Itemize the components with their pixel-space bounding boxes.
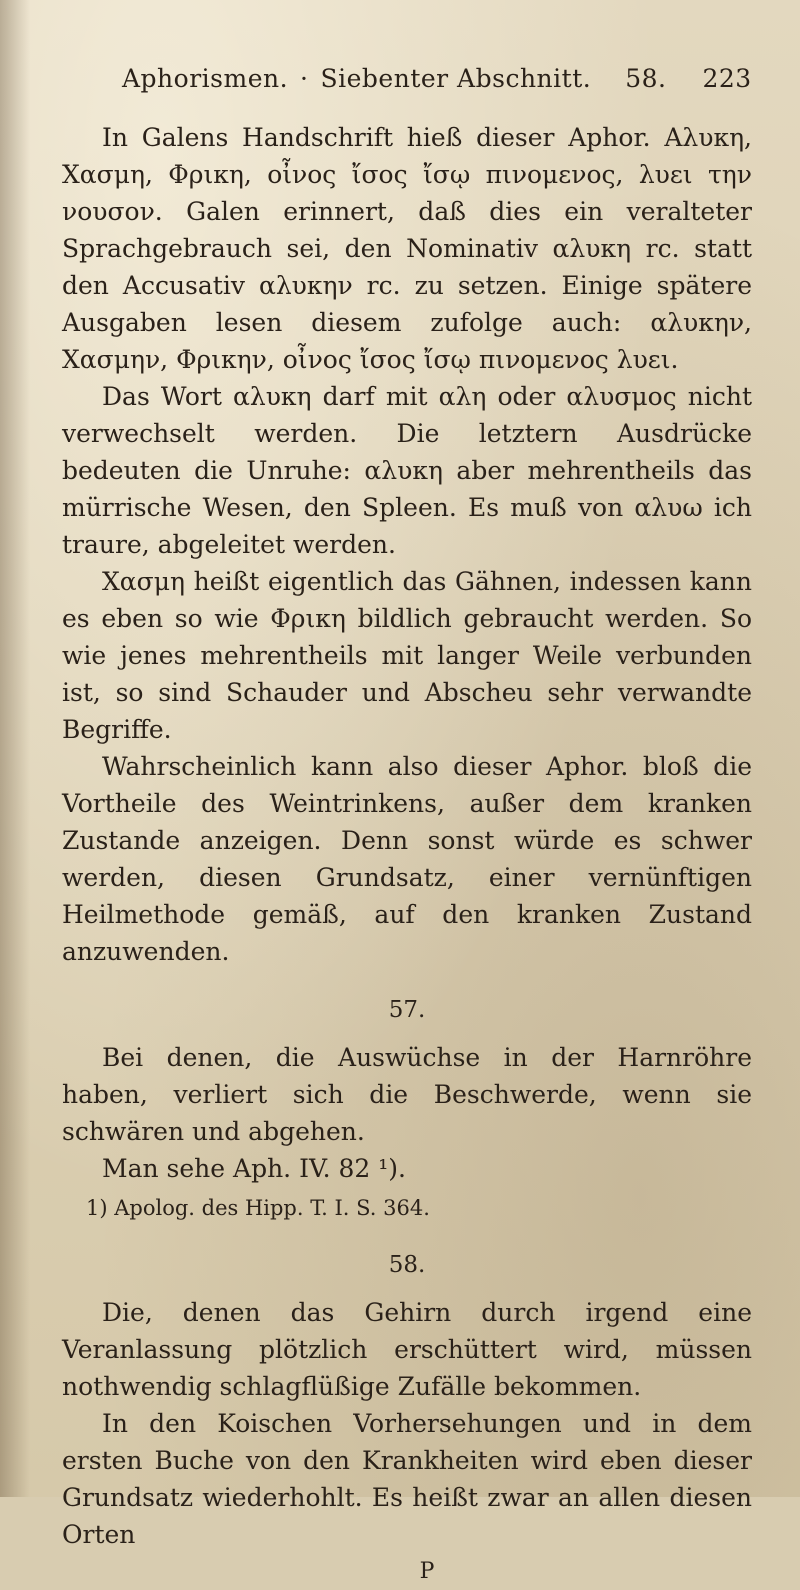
page-edge-shadow — [0, 0, 30, 1497]
paragraph-3: Χασμη heißt eigentlich das Gähnen, indessen kann es eben so wie Φρικη bildlich gebraucht werden. So wie jenes mehrentheils mit langer Weile verbunden ist, so sind Schauder und Abscheu sehr verwandte Begriffe. — [62, 567, 752, 744]
paragraph-number: 58. — [625, 64, 667, 93]
section-number-57: 57. — [388, 997, 426, 1023]
header-separator: · — [300, 64, 309, 93]
aphorism-58-commentary: In den Koischen Vorhersehungen und in dem ersten Buche von den Krankheiten wird eben dieser Grundsatz wiederhohlt. Es heißt zwar an allen diesen Orten — [62, 1409, 752, 1549]
aphorism-58-text: Die, denen das Gehirn durch irgend eine Veranlassung plötzlich erschüttert wird, müssen nothwendig schlagflüßige Zufälle bekommen. — [62, 1298, 752, 1401]
aphorism-57-text: Bei denen, die Auswüchse in der Harnröhre haben, verliert sich die Beschwerde, wenn sie schwären und abgehen. — [62, 1043, 752, 1146]
paragraph-1: In Galens Handschrift hieß dieser Aphor. Αλυκη, Χασμη, Φρικη, οἶνος ἴσος ἴσῳ πινομενος, λυει την νουσον. Galen erinnert, daß dies ein veralteter Sprachgebrauch sei, den Nominativ αλυκη rc. statt den Accusativ αλυκην rc. zu setzen. Einige spätere Ausgaben lesen diesem zufolge auch: αλυκην, Χασμην, Φρικην, οἶνος ἴσος ἴσῳ πινομενος λυει. — [62, 123, 752, 374]
section-title: Siebenter Abschnitt. — [320, 64, 592, 93]
section-number-58: 58. — [388, 1252, 426, 1278]
footnote-1: 1) Apolog. des Hipp. T. I. S. 364. — [86, 1196, 430, 1220]
running-title: Aphorismen. — [122, 64, 289, 93]
paragraph-4: Wahrscheinlich kann also dieser Aphor. bloß die Vortheile des Weintrinkens, außer dem kranken Zustande anzeigen. Denn sonst würde es schwer werden, diesen Grundsatz, einer vernünftigen Heilmethode gemäß, auf den kranken Zustand anzuwenden. — [62, 752, 752, 966]
page-number: 223 — [702, 64, 752, 93]
signature-mark: P — [419, 1559, 435, 1584]
paragraph-2: Das Wort αλυκη darf mit αλη oder αλυσμος nicht verwechselt werden. Die letztern Ausdrücke bedeuten die Unruhe: αλυκη aber mehrentheils das mürrische Wesen, den Spleen. Es muß von αλυω ich traure, abgeleitet werden. — [62, 382, 752, 559]
aphorism-57-reference: Man sehe Aph. IV. 82 ¹). — [102, 1154, 407, 1183]
page-text — [62, 60, 752, 1590]
running-header — [122, 60, 752, 97]
